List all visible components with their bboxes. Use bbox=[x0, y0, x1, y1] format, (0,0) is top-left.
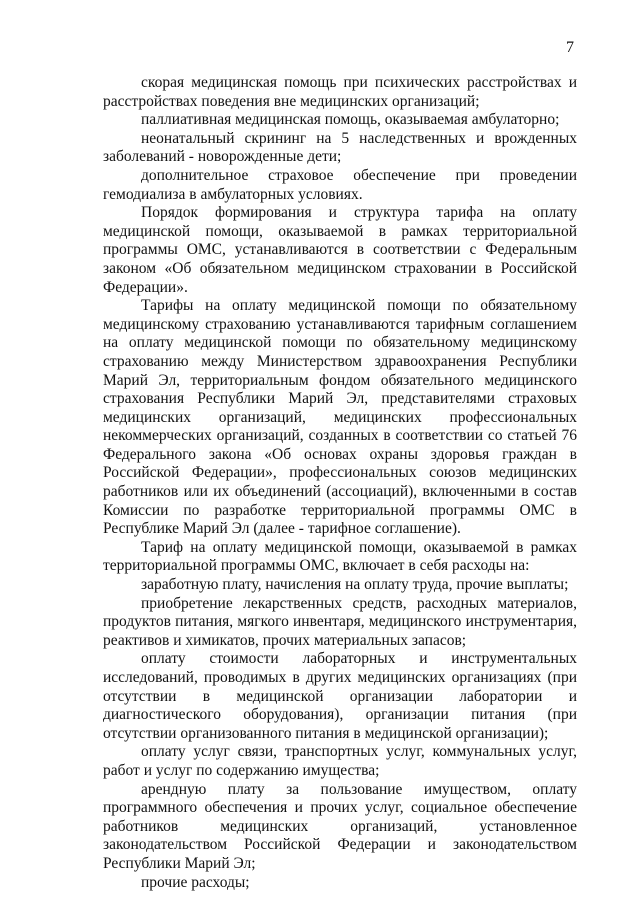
paragraph-psychiatric-emergency: скорая медицинская помощь при психических расстройствах и расстройствах поведения вне медицинских организаций; bbox=[103, 74, 577, 110]
paragraph-rent-software: арендную плату за пользование имуществом, оплату программного обеспечения и прочих услуг, социальное обеспечение работников медицинских организаций, установленное законодательством Российской Федерации и законодательством Республики Марий Эл; bbox=[103, 780, 577, 872]
paragraph-tariff-procedure: Порядок формирования и структура тарифа на оплату медицинской помощи, оказываемой в рамках территориальной программы ОМС, устанавливаются в соответствии с Федеральным законом «Об обязательном медицинском страховании в Российской Федерации». bbox=[103, 204, 577, 296]
paragraph-medicines-supplies: приобретение лекарственных средств, расходных материалов, продуктов питания, мягкого инвентаря, медицинского инструментария, реактивов и химикатов, прочих материальных запасов; bbox=[103, 594, 577, 649]
document-body bbox=[103, 74, 577, 892]
paragraph-tariff-agreement: Тарифы на оплату медицинской помощи по обязательному медицинскому страхованию устанавливаются тарифным соглашением на оплату медицинской помощи по обязательному медицинскому страхованию между Министерством здравоохранения Республики Марий Эл, территориальным фондом обязательного медицинского страхования Республики Марий Эл, представителями страховых медицинских организаций, медицинских профессиональных некоммерческих организаций, созданных в соответствии со статьей 76 Федерального закона «Об основах охраны здоровья граждан в Российской Федерации», профессиональных союзов медицинских работников или их объединений (ассоциаций), включенными в состав Комиссии по разработке территориальной программы ОМС в Республике Марий Эл (далее - тарифное соглашение). bbox=[103, 297, 577, 538]
paragraph-salary: заработную плату, начисления на оплату труда, прочие выплаты; bbox=[141, 576, 569, 594]
paragraph-laboratory-services: оплату стоимости лабораторных и инструментальных исследований, проводимых в других медицинских организациях (при отсутствии в медицинской организации лаборатории и диагностического оборудования), организации питания (при отсутствии организованного питания в медицинской организации); bbox=[103, 650, 577, 742]
paragraph-utilities: оплату услуг связи, транспортных услуг, коммунальных услуг, работ и услуг по содержанию имущества; bbox=[103, 743, 577, 779]
paragraph-hemodialysis: дополнительное страховое обеспечение при проведении гемодиализа в амбулаторных условиях. bbox=[103, 166, 577, 203]
page-number: 7 bbox=[566, 39, 574, 56]
paragraph-tariff-expenses-intro: Тариф на оплату медицинской помощи, оказываемой в рамках территориальной программы ОМС, включает в себя расходы на: bbox=[103, 538, 577, 575]
paragraph-palliative-care: паллиативная медицинская помощь, оказываемая амбулаторно; bbox=[141, 111, 560, 129]
paragraph-neonatal-screening: неонатальный скрининг на 5 наследственных и врожденных заболеваний - новорожденные дети; bbox=[103, 129, 577, 166]
paragraph-other-expenses: прочие расходы; bbox=[141, 873, 250, 891]
